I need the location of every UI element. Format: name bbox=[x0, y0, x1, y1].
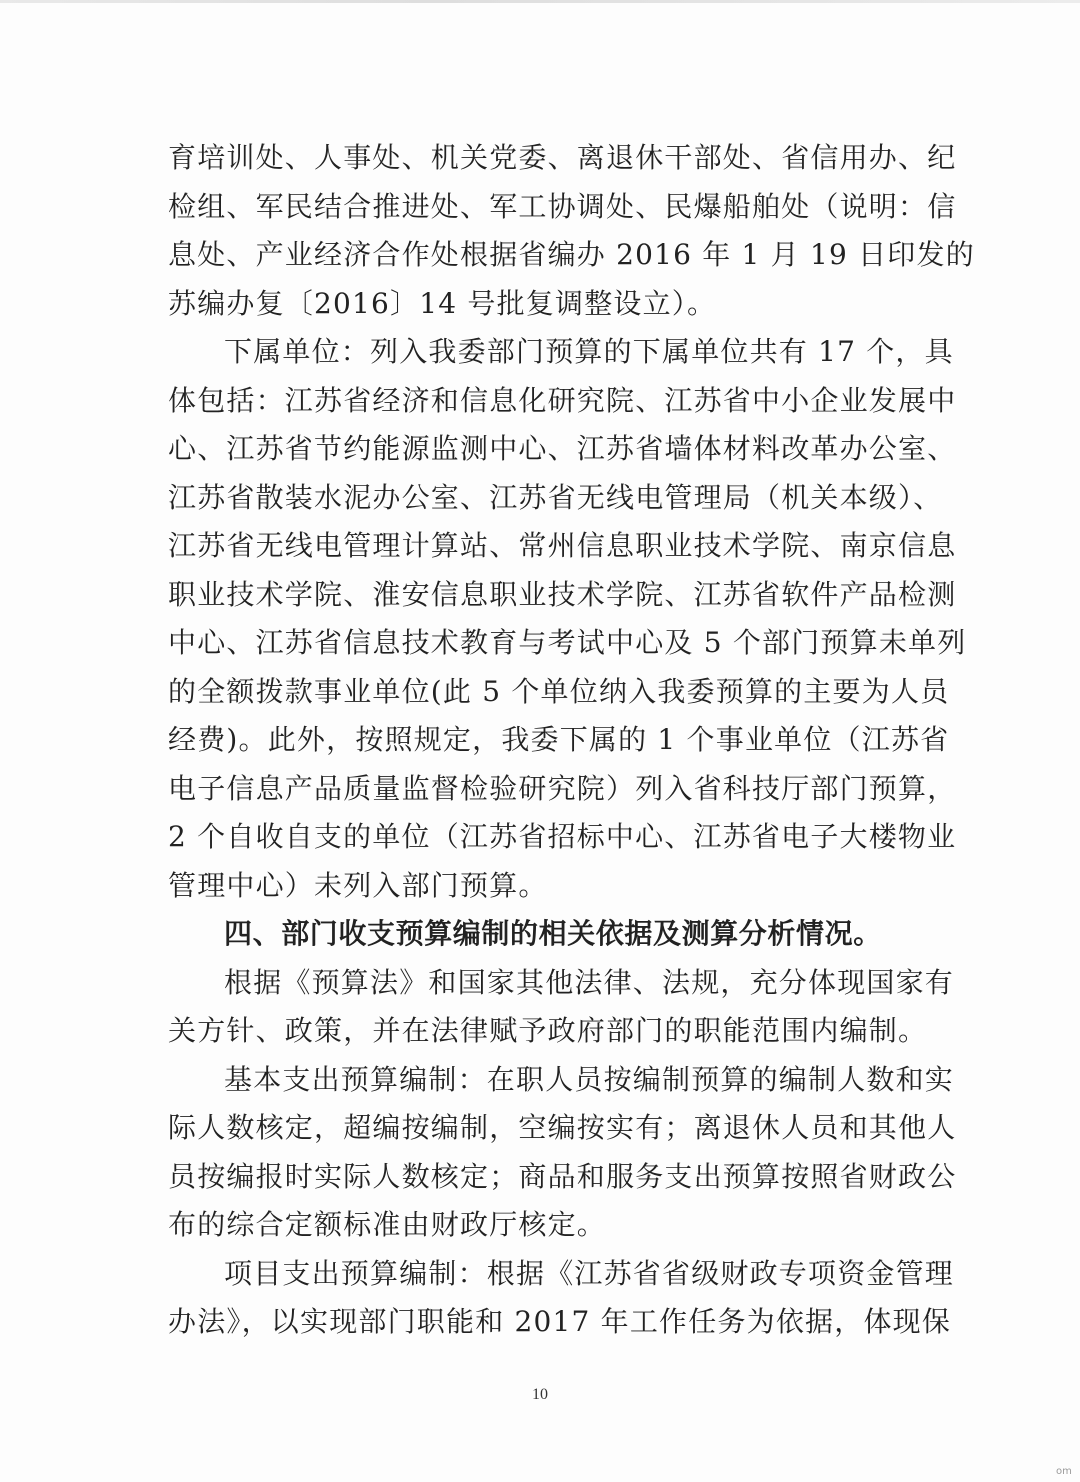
page-number: 10 bbox=[532, 1386, 548, 1403]
text-line: 职业技术学院、淮安信息职业技术学院、江苏省软件产品检测 bbox=[168, 577, 957, 611]
text-line: 布的综合定额标准由财政厅核定。 bbox=[168, 1208, 607, 1241]
text-line: 体包括：江苏省经济和信息化研究院、江苏省中小企业发展中 bbox=[168, 383, 957, 417]
text-line: 员按编报时实际人数核定；商品和服务支出预算按照省财政公 bbox=[168, 1159, 957, 1193]
section-heading: 四、部门收支预算编制的相关依据及测算分析情况。 bbox=[224, 917, 882, 950]
paragraph-start-line: 下属单位：列入我委部门预算的下属单位共有 17 个，具 bbox=[224, 335, 954, 368]
paragraph-start-line: 基本支出预算编制：在职人员按编制预算的编制人数和实 bbox=[224, 1062, 955, 1096]
text-line: 苏编办复〔2016〕14 号批复调整设立）。 bbox=[168, 286, 717, 320]
text-line: 际人数核定，超编按编制，空编按实有；离退休人员和其他人 bbox=[168, 1111, 957, 1144]
text-line: 息处、产业经济合作处根据省编办 2016 年 1 月 19 日印发的 bbox=[168, 238, 975, 271]
paragraph-start-line: 项目支出预算编制：根据《江苏省省级财政专项资金管理 bbox=[224, 1256, 955, 1290]
text-line: 经费)。此外，按照规定，我委下属的 1 个事业单位（江苏省 bbox=[168, 723, 950, 756]
text-line: 关方针、政策，并在法律赋予政府部门的职能范围内编制。 bbox=[168, 1014, 928, 1047]
text-line: 江苏省散装水泥办公室、江苏省无线电管理局（机关本级）、 bbox=[168, 480, 943, 514]
text-line: 江苏省无线电管理计算站、常州信息职业技术学院、南京信息 bbox=[168, 529, 957, 562]
body-text bbox=[168, 134, 975, 1347]
text-line: 检组、军民结合推进处、军工协调处、民爆船舶处（说明：信 bbox=[168, 189, 957, 223]
text-line: 管理中心）未列入部门预算。 bbox=[168, 868, 548, 902]
scan-top-edge bbox=[0, 0, 1080, 3]
text-line: 电子信息产品质量监督检验研究院）列入省科技厅部门预算， bbox=[168, 771, 957, 805]
text-line: 育培训处、人事处、机关党委、离退休干部处、省信用办、纪 bbox=[168, 141, 957, 174]
text-line: 办法》，以实现部门职能和 2017 年工作任务为依据，体现保 bbox=[168, 1305, 952, 1338]
text-line: 的全额拨款事业单位(此 5 个单位纳入我委预算的主要为人员 bbox=[168, 674, 950, 708]
paragraph-start-line: 根据《预算法》和国家其他法律、法规，充分体现国家有 bbox=[224, 965, 955, 999]
text-line: 2 个自收自支的单位（江苏省招标中心、江苏省电子大楼物业 bbox=[168, 820, 957, 853]
text-line: 心、江苏省节约能源监测中心、江苏省墙体材料改革办公室、 bbox=[168, 432, 957, 465]
text-line: 中心、江苏省信息技术教育与考试中心及 5 个部门预算未单列 bbox=[168, 626, 967, 659]
edge-mark: om bbox=[1056, 1466, 1072, 1477]
